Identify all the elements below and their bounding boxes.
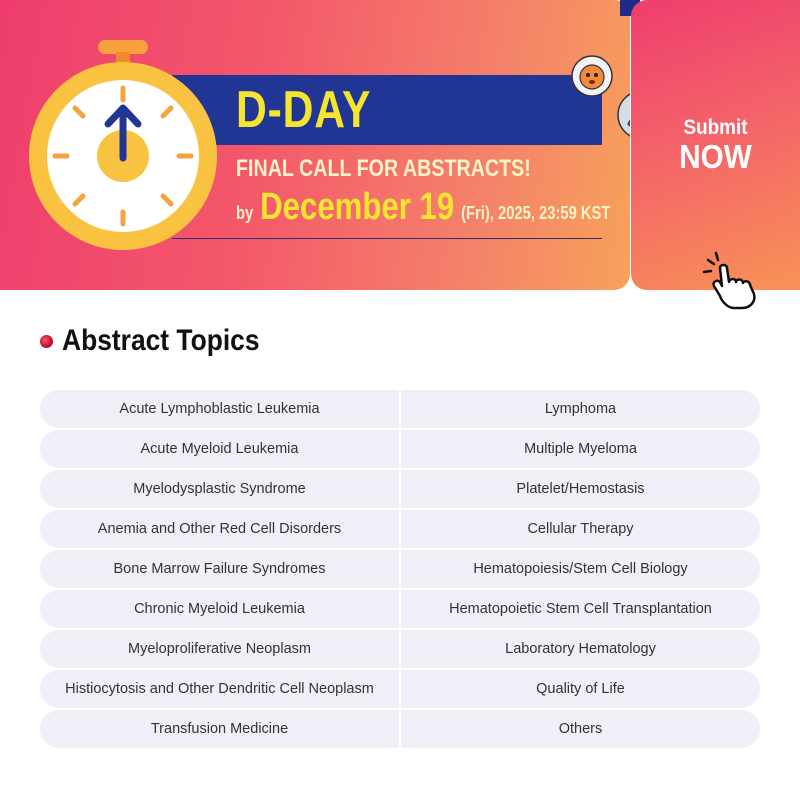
topic-cell: Anemia and Other Red Cell Disorders <box>40 510 399 548</box>
topic-cell: Platelet/Hemostasis <box>401 470 760 508</box>
table-row <box>40 710 760 748</box>
topic-cell: Laboratory Hematology <box>401 630 760 668</box>
deadline-detail: (Fri), 2025, 23:59 KST <box>461 203 611 223</box>
topic-cell: Myeloproliferative Neoplasm <box>40 630 399 668</box>
topic-cell: Cellular Therapy <box>401 510 760 548</box>
now-label: NOW <box>679 138 752 175</box>
topic-cell: Acute Myeloid Leukemia <box>40 430 399 468</box>
topic-cell: Others <box>401 710 760 748</box>
topic-cell: Hematopoiesis/Stem Cell Biology <box>401 550 760 588</box>
submit-label: Submit <box>683 116 748 139</box>
topic-cell: Transfusion Medicine <box>40 710 399 748</box>
topic-cell: Multiple Myeloma <box>401 430 760 468</box>
topic-cell: Histiocytosis and Other Dendritic Cell Neoplasm <box>40 670 399 708</box>
deadline-date: December 19 <box>260 186 455 228</box>
divider <box>172 238 602 239</box>
table-row <box>40 470 760 508</box>
topic-cell: Bone Marrow Failure Syndromes <box>40 550 399 588</box>
submit-now-button[interactable] <box>631 0 800 290</box>
table-row <box>40 390 760 428</box>
table-row <box>40 550 760 588</box>
topic-cell: Myelodysplastic Syndrome <box>40 470 399 508</box>
deadline-text <box>236 186 610 229</box>
topic-cell: Hematopoietic Stem Cell Transplantation <box>401 590 760 628</box>
topic-cell: Lymphoma <box>401 390 760 428</box>
final-call-text: FINAL CALL FOR ABSTRACTS! <box>236 155 531 182</box>
section-bullet-icon <box>40 335 53 348</box>
topics-table <box>40 390 760 750</box>
deadline-prefix: by <box>236 203 254 223</box>
topic-cell: Quality of Life <box>401 670 760 708</box>
table-row <box>40 630 760 668</box>
section-title: Abstract Topics <box>62 324 260 357</box>
table-row <box>40 590 760 628</box>
pointing-hand-icon <box>700 250 764 312</box>
dday-banner <box>0 0 630 290</box>
table-row <box>40 510 760 548</box>
headline: D-DAY <box>236 81 372 139</box>
blood-cell-icon <box>568 54 616 98</box>
table-row <box>40 430 760 468</box>
stopwatch-icon <box>26 38 220 252</box>
topic-cell: Acute Lymphoblastic Leukemia <box>40 390 399 428</box>
white-cell-icon <box>614 88 630 142</box>
table-row <box>40 670 760 708</box>
topic-cell: Chronic Myeloid Leukemia <box>40 590 399 628</box>
